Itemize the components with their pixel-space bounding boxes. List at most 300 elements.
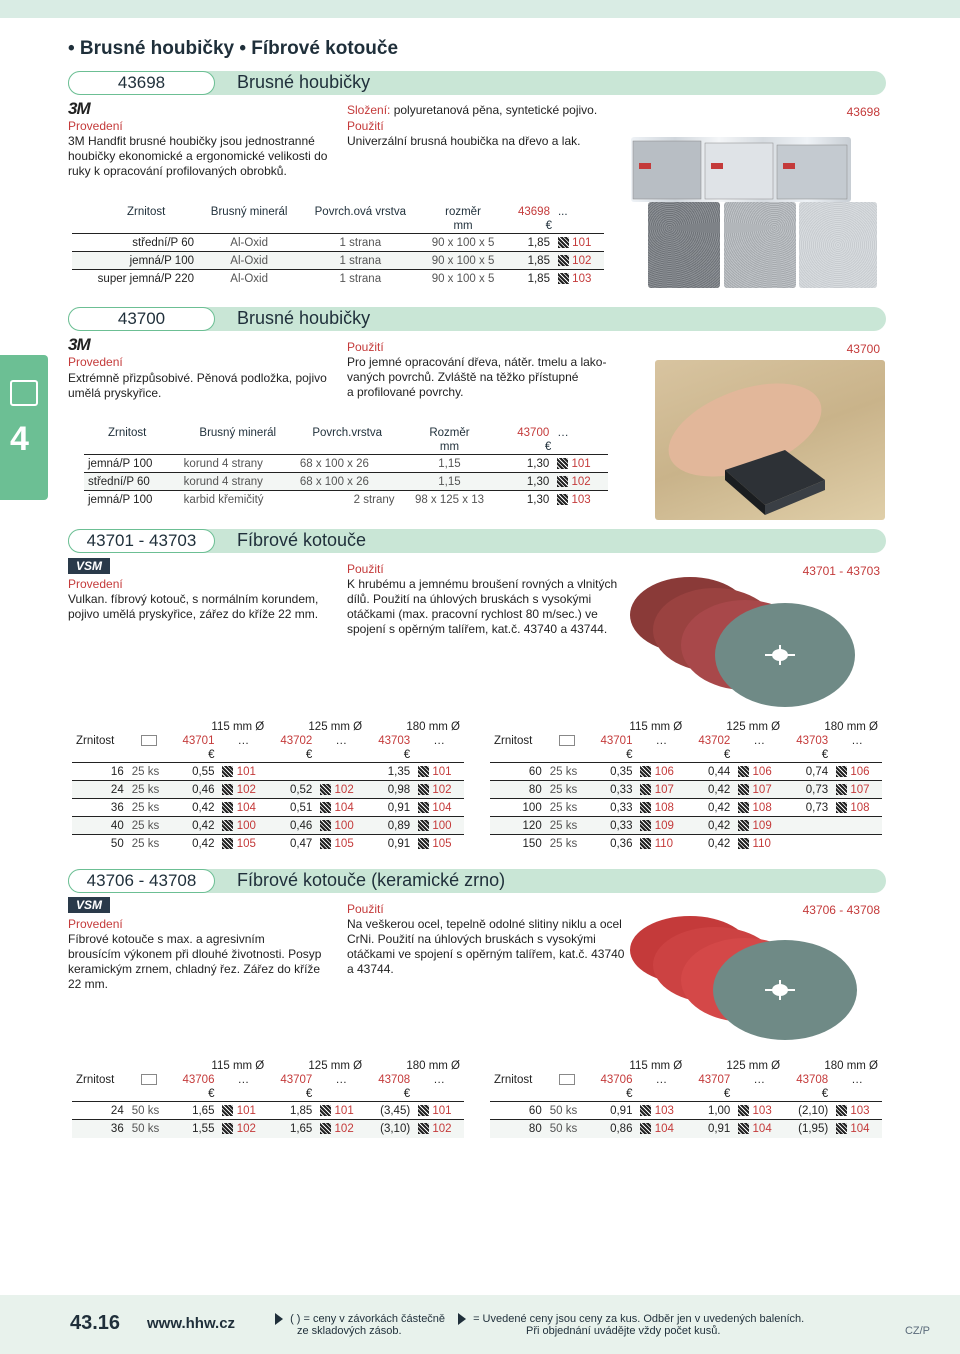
cell-value: 104 bbox=[334, 801, 354, 814]
cell: střední/P 60 bbox=[72, 234, 198, 252]
qr-code-icon bbox=[418, 784, 429, 795]
cell bbox=[546, 799, 589, 817]
cell-value: 0,33 bbox=[610, 819, 633, 832]
cell bbox=[490, 1102, 546, 1120]
col-dots: … bbox=[237, 1074, 250, 1086]
cell bbox=[72, 835, 128, 853]
cell bbox=[832, 781, 882, 799]
cell bbox=[268, 763, 316, 781]
qr-code-icon bbox=[640, 784, 651, 795]
section-title: Fíbrové kotouče (keramické zrno) bbox=[237, 870, 506, 890]
cell bbox=[546, 1102, 589, 1120]
cell-value: 100 bbox=[432, 819, 452, 832]
cell bbox=[686, 1120, 734, 1138]
col-price-unit: € bbox=[403, 1088, 411, 1100]
cell bbox=[366, 763, 414, 781]
cell-value: (2,10) bbox=[798, 1104, 829, 1117]
cell-value: 105 bbox=[334, 837, 354, 850]
col-zrnitost: Zrnitost bbox=[127, 206, 166, 218]
qr-code-icon bbox=[738, 838, 749, 849]
cell-value: 0,86 bbox=[610, 1122, 633, 1135]
cell: 1,15 bbox=[399, 473, 501, 491]
qr-code-icon bbox=[222, 784, 233, 795]
cell bbox=[734, 1120, 784, 1138]
pouziti-label: Použití bbox=[347, 902, 384, 916]
cell: karbid křemičitý bbox=[180, 491, 296, 509]
cell bbox=[128, 763, 171, 781]
cell bbox=[490, 1120, 546, 1138]
arrow-icon bbox=[458, 1313, 466, 1325]
cell-value: 0,98 bbox=[387, 783, 411, 796]
cell-value: 103 bbox=[752, 1104, 772, 1117]
footnote-2-line-1: = Uvedené ceny jsou ceny za kus. Odběr jen v uvedených baleních. bbox=[473, 1313, 805, 1325]
code-right: 43698 bbox=[846, 105, 880, 119]
col-code: 43702 bbox=[698, 735, 731, 747]
cell bbox=[784, 781, 832, 799]
cell-value: 0,74 bbox=[805, 765, 829, 778]
cell-value: 101 bbox=[432, 1104, 452, 1117]
cell bbox=[832, 1102, 882, 1120]
qr-code-icon bbox=[557, 458, 568, 469]
table-row bbox=[72, 252, 604, 270]
cell-value: 50 ks bbox=[131, 1122, 160, 1135]
col-price-unit: € bbox=[545, 220, 552, 232]
cell-value: 120 bbox=[522, 819, 542, 832]
cell-value: 1,35 bbox=[387, 765, 411, 778]
qr-code-icon bbox=[222, 802, 233, 813]
cell-value: 40 bbox=[110, 819, 124, 832]
table-row bbox=[490, 817, 882, 835]
col-rozmer-unit: mm bbox=[439, 441, 460, 453]
cell bbox=[784, 1120, 832, 1138]
cell-value: 0,33 bbox=[610, 801, 633, 814]
qr-code-icon bbox=[222, 838, 233, 849]
pouziti-text-2: CrNi. Použití na úhlových bruskách s vysokými bbox=[347, 932, 596, 946]
cell bbox=[784, 817, 832, 835]
cell bbox=[218, 781, 268, 799]
provedeni-label: Provedení bbox=[68, 577, 123, 591]
cell bbox=[414, 1102, 464, 1120]
col-dots: … bbox=[753, 735, 765, 747]
section-code: 43698 bbox=[68, 71, 215, 95]
qr-code-icon bbox=[222, 766, 233, 777]
cell: 90 x 100 x 5 bbox=[420, 234, 505, 252]
provedeni-label: Provedení bbox=[68, 355, 123, 369]
provedeni-text-3: ruky k opracování profilovaných obrobků. bbox=[68, 164, 287, 178]
cell-value: 107 bbox=[654, 783, 674, 796]
cell bbox=[170, 835, 218, 853]
pouziti-text-4: spojení s opěrným talířem, kat.č. 43740 a 43744. bbox=[347, 622, 608, 636]
qr-code-icon bbox=[320, 838, 331, 849]
cell: jemná/P 100 bbox=[72, 252, 198, 270]
cell-value: 0,33 bbox=[610, 783, 633, 796]
cell bbox=[128, 835, 171, 853]
col-code: 43707 bbox=[698, 1074, 731, 1086]
col-size-180: 180 mm Ø bbox=[406, 721, 460, 733]
cell bbox=[72, 1120, 128, 1138]
product-photo-fibre-discs-ceramic bbox=[620, 915, 880, 1045]
cell-value: 24 bbox=[110, 783, 124, 796]
cell-value: 0,42 bbox=[707, 801, 731, 814]
col-code: 43706 bbox=[182, 1074, 215, 1086]
cell-value: 102 bbox=[236, 783, 256, 796]
page-number: 43.16 bbox=[70, 1312, 121, 1334]
provedeni-text-1: Vulkan. fíbrový kotouč, s normálním korundem, bbox=[68, 592, 319, 606]
pouziti-text-2: vaných povrchů. Zvláště na těžko přístupné bbox=[347, 370, 579, 384]
table-row bbox=[490, 1102, 882, 1120]
cell-value: 0,55 bbox=[192, 765, 215, 778]
cell bbox=[588, 781, 636, 799]
cell bbox=[170, 1102, 218, 1120]
cell bbox=[784, 1102, 832, 1120]
qr-code-icon bbox=[738, 1123, 749, 1134]
cell bbox=[636, 817, 686, 835]
table-row bbox=[84, 455, 608, 473]
col-dots: … bbox=[335, 735, 347, 747]
qr-code-icon bbox=[320, 820, 331, 831]
section-code: 43701 - 43703 bbox=[68, 529, 215, 553]
cell: 1,30 bbox=[500, 491, 553, 509]
col-dots: … bbox=[655, 1074, 668, 1086]
website-link[interactable]: www.hhw.cz bbox=[147, 1315, 236, 1332]
cell bbox=[490, 817, 546, 835]
cell bbox=[218, 1120, 268, 1138]
cell: Al-Oxid bbox=[198, 270, 300, 288]
cell bbox=[734, 817, 784, 835]
col-price-unit: € bbox=[208, 1088, 215, 1100]
table-43706-left bbox=[72, 1059, 464, 1138]
qr-code-icon bbox=[836, 802, 847, 813]
col-mineral: Brusný minerál bbox=[210, 206, 288, 218]
col-code: 43702 bbox=[280, 735, 313, 747]
cell: 1,85 bbox=[506, 270, 554, 288]
cell: 90 x 100 x 5 bbox=[420, 270, 505, 288]
qr-code-icon bbox=[418, 802, 429, 813]
package-icon bbox=[559, 735, 575, 746]
qr-code-icon bbox=[418, 838, 429, 849]
cell: 103 bbox=[571, 493, 591, 506]
cell bbox=[784, 799, 832, 817]
sanding-icon bbox=[10, 380, 38, 406]
cell-value: (3,10) bbox=[380, 1122, 411, 1135]
cell-value: 103 bbox=[850, 1104, 870, 1117]
col-code: 43698 bbox=[517, 206, 550, 218]
cell bbox=[218, 1102, 268, 1120]
cell-value: 102 bbox=[236, 1122, 256, 1135]
provedeni-text-2: pojivo umělá pryskyřice, zářez do kříže 22 mm. bbox=[68, 607, 319, 621]
provedeni-text-2: houbičky ekonomické a ergonomické velikosti do bbox=[68, 149, 328, 163]
cell bbox=[414, 799, 464, 817]
brand-logo-3m: 3M bbox=[68, 335, 90, 354]
sponge-medium-photo bbox=[724, 202, 796, 288]
cell: 102 bbox=[571, 475, 591, 488]
qr-code-icon bbox=[558, 273, 569, 284]
pouziti-text-2: dílů. Použití na úhlových bruskách s vysokými bbox=[347, 592, 592, 606]
cell-value: 24 bbox=[110, 1104, 124, 1117]
table-row bbox=[84, 473, 608, 491]
col-zrnitost: Zrnitost bbox=[494, 1074, 533, 1086]
cell-value: 80 bbox=[528, 783, 542, 796]
cell bbox=[490, 799, 546, 817]
cell: 103 bbox=[572, 272, 592, 285]
col-code: 43700 bbox=[517, 427, 550, 439]
cell-value: (3,45) bbox=[380, 1104, 411, 1117]
qr-code-icon bbox=[222, 1105, 233, 1116]
cell-value: 102 bbox=[334, 783, 354, 796]
cell-value: 101 bbox=[432, 765, 452, 778]
cell bbox=[686, 835, 734, 853]
qr-code-icon bbox=[738, 784, 749, 795]
cell bbox=[490, 835, 546, 853]
qr-code-icon bbox=[222, 820, 233, 831]
table-43701-left bbox=[72, 720, 464, 853]
table-row bbox=[490, 1120, 882, 1138]
cell-value: 80 bbox=[528, 1122, 542, 1135]
col-price-unit: € bbox=[723, 1088, 731, 1100]
cell-value: 1,85 bbox=[289, 1104, 313, 1117]
cell: Al-Oxid bbox=[198, 252, 300, 270]
col-povrch: Povrch.vrstva bbox=[312, 427, 383, 439]
cell-value: 0,44 bbox=[707, 765, 731, 778]
qr-code-icon bbox=[738, 766, 749, 777]
col-price-unit: € bbox=[305, 1088, 313, 1100]
cell bbox=[636, 781, 686, 799]
cell bbox=[72, 1102, 128, 1120]
provedeni-label: Provedení bbox=[68, 119, 123, 133]
pouziti-text-3: otáčkami ve spojení s opěrným talířem, kat.č. 43740 bbox=[347, 947, 625, 961]
cell: 68 x 100 x 26 bbox=[296, 455, 399, 473]
col-povrch: Povrch.ová vrstva bbox=[314, 206, 407, 218]
cell-value: 102 bbox=[432, 1122, 452, 1135]
cell: jemná/P 100 bbox=[84, 455, 180, 473]
cell bbox=[128, 781, 171, 799]
table-row bbox=[72, 835, 464, 853]
cell bbox=[636, 1102, 686, 1120]
cell: 1 strana bbox=[300, 252, 420, 270]
cell-value: 104 bbox=[432, 801, 452, 814]
cell bbox=[414, 763, 464, 781]
cell-value: 101 bbox=[236, 1104, 256, 1117]
col-dots: … bbox=[655, 735, 668, 747]
cell-value: 0,42 bbox=[192, 801, 215, 814]
col-size-180: 180 mm Ø bbox=[824, 721, 878, 733]
pouziti-text-1: Pro jemné opracování dřeva, nátěr. tmelu a lako- bbox=[347, 355, 607, 369]
cell bbox=[366, 1120, 414, 1138]
col-code: 43701 bbox=[600, 735, 633, 747]
col-rozmer: Rozměr bbox=[429, 427, 470, 439]
cell-value: 25 ks bbox=[549, 837, 578, 850]
col-size-180: 180 mm Ø bbox=[406, 1060, 460, 1072]
table-row bbox=[72, 799, 464, 817]
cell-value: 150 bbox=[522, 837, 542, 850]
qr-code-icon bbox=[418, 1105, 429, 1116]
cell-value: 0,51 bbox=[289, 801, 313, 814]
cell-value: 0,73 bbox=[805, 783, 829, 796]
qr-code-icon bbox=[836, 1123, 847, 1134]
provedeni-text-1: 3M Handfit brusné houbičky jsou jednostranné bbox=[68, 134, 315, 148]
col-price-unit: € bbox=[305, 749, 313, 761]
cell bbox=[414, 835, 464, 853]
col-rozmer-unit: mm bbox=[453, 220, 473, 232]
cell-value: 104 bbox=[236, 801, 256, 814]
cell-value: 60 bbox=[528, 1104, 542, 1117]
pouziti-text: Univerzální brusná houbička na dřevo a lak. bbox=[347, 134, 581, 148]
cell-value: 0,42 bbox=[192, 819, 215, 832]
cell bbox=[588, 1102, 636, 1120]
cell-value: 25 ks bbox=[131, 819, 160, 832]
qr-code-icon bbox=[222, 1123, 233, 1134]
provedeni-text-1: Extrémně přizpůsobivé. Pěnová podložka, pojivo bbox=[68, 371, 327, 385]
qr-code-icon bbox=[738, 802, 749, 813]
cell-value: 100 bbox=[334, 819, 354, 832]
cell: 98 x 125 x 13 bbox=[399, 491, 501, 509]
col-price-unit: € bbox=[626, 1088, 633, 1100]
cell bbox=[414, 817, 464, 835]
qr-code-icon bbox=[320, 802, 331, 813]
cell bbox=[170, 817, 218, 835]
table-row bbox=[72, 270, 604, 288]
cell-value: 0,42 bbox=[192, 837, 215, 850]
cell bbox=[72, 799, 128, 817]
provedeni-text-2: brousícím výkonem při dlouhé životnosti. Posyp bbox=[68, 947, 322, 961]
cell bbox=[734, 763, 784, 781]
cell bbox=[636, 799, 686, 817]
cell: jemná/P 100 bbox=[84, 491, 180, 509]
cell bbox=[268, 1102, 316, 1120]
cell bbox=[170, 799, 218, 817]
cell-value: 0,36 bbox=[610, 837, 633, 850]
cell bbox=[686, 781, 734, 799]
cell: 1,30 bbox=[500, 473, 553, 491]
cell-value: 104 bbox=[654, 1122, 674, 1135]
cell bbox=[316, 763, 366, 781]
col-size-115: 115 mm Ø bbox=[629, 721, 683, 733]
table-43706-right bbox=[490, 1059, 882, 1138]
cell-value: 106 bbox=[654, 765, 674, 778]
qr-code-icon bbox=[418, 820, 429, 831]
cell-value: 60 bbox=[528, 765, 542, 778]
cell bbox=[170, 763, 218, 781]
cell bbox=[734, 799, 784, 817]
col-zrnitost: Zrnitost bbox=[108, 427, 147, 439]
cell-value: 36 bbox=[110, 801, 124, 814]
col-dots: … bbox=[753, 1074, 765, 1086]
cell: 102 bbox=[572, 254, 592, 267]
col-dots: … bbox=[557, 427, 569, 439]
cell bbox=[588, 763, 636, 781]
cell bbox=[218, 763, 268, 781]
qr-code-icon bbox=[836, 766, 847, 777]
code-right: 43700 bbox=[846, 342, 880, 356]
cell-value: 50 bbox=[110, 837, 124, 850]
cell bbox=[128, 1120, 171, 1138]
qr-code-icon bbox=[557, 494, 568, 505]
col-price-unit: € bbox=[821, 1088, 829, 1100]
cell-value: 0,91 bbox=[387, 837, 411, 850]
cell bbox=[546, 835, 589, 853]
cell bbox=[734, 835, 784, 853]
col-dots: ... bbox=[557, 206, 568, 218]
provedeni-text-4: 22 mm. bbox=[68, 977, 109, 991]
cell-value: 103 bbox=[654, 1104, 674, 1117]
slozeni-text: polyuretanová pěna, syntetické pojivo. bbox=[393, 103, 598, 117]
cell-value: 0,46 bbox=[289, 819, 313, 832]
cell-value: 25 ks bbox=[131, 801, 160, 814]
qr-code-icon bbox=[640, 766, 651, 777]
col-size-125: 125 mm Ø bbox=[308, 721, 363, 733]
col-size-180: 180 mm Ø bbox=[824, 1060, 878, 1072]
cell: 2 strany bbox=[296, 491, 399, 509]
cell-value: 109 bbox=[654, 819, 674, 832]
cell bbox=[72, 817, 128, 835]
cell bbox=[414, 1120, 464, 1138]
col-size-125: 125 mm Ø bbox=[726, 1060, 781, 1072]
cell bbox=[268, 835, 316, 853]
cell bbox=[72, 781, 128, 799]
provedeni-text-2: umělá pryskyřice. bbox=[68, 386, 162, 400]
qr-code-icon bbox=[738, 1105, 749, 1116]
col-dots: … bbox=[237, 735, 250, 747]
cell bbox=[588, 817, 636, 835]
col-dots: … bbox=[433, 735, 445, 747]
pouziti-label: Použití bbox=[347, 562, 384, 576]
cell: 1,85 bbox=[506, 234, 554, 252]
cell bbox=[366, 817, 414, 835]
cell-value: 0,47 bbox=[289, 837, 313, 850]
cell-value: 1,55 bbox=[192, 1122, 215, 1135]
cell bbox=[316, 799, 366, 817]
cell-value: 101 bbox=[236, 765, 256, 778]
cell: 1 strana bbox=[300, 270, 420, 288]
section-title: Brusné houbičky bbox=[237, 72, 371, 92]
product-photo-fibre-discs-red bbox=[620, 575, 880, 710]
cell-value: 50 ks bbox=[549, 1122, 578, 1135]
cell-value: 0,46 bbox=[192, 783, 215, 796]
col-size-115: 115 mm Ø bbox=[211, 1060, 265, 1072]
cell bbox=[366, 781, 414, 799]
pouziti-text-4: a 43744. bbox=[347, 962, 394, 976]
sponge-coarse-photo bbox=[648, 202, 720, 288]
cell-value: 102 bbox=[334, 1122, 354, 1135]
col-size-115: 115 mm Ø bbox=[211, 721, 265, 733]
col-code: 43707 bbox=[280, 1074, 313, 1086]
qr-code-icon bbox=[558, 237, 569, 248]
cell-value: 0,42 bbox=[707, 819, 731, 832]
cell-value: 110 bbox=[752, 837, 771, 850]
col-size-115: 115 mm Ø bbox=[629, 1060, 683, 1072]
cell: 101 bbox=[572, 236, 592, 249]
footnote-1-line-2: ze skladových zásob. bbox=[297, 1325, 402, 1337]
cell-value: 104 bbox=[752, 1122, 772, 1135]
cell bbox=[686, 799, 734, 817]
cell bbox=[636, 763, 686, 781]
table-row bbox=[72, 1102, 464, 1120]
product-photo-sponges bbox=[631, 137, 851, 202]
cell bbox=[832, 835, 882, 853]
cell bbox=[784, 763, 832, 781]
table-43700 bbox=[84, 426, 608, 509]
cell-value: 101 bbox=[334, 1104, 354, 1117]
top-band bbox=[0, 0, 960, 18]
col-code: 43703 bbox=[378, 735, 411, 747]
cell-value: 0,91 bbox=[610, 1104, 633, 1117]
col-zrnitost: Zrnitost bbox=[76, 735, 115, 747]
qr-code-icon bbox=[640, 1105, 651, 1116]
cell-value: 105 bbox=[236, 837, 256, 850]
cell-value: 102 bbox=[432, 783, 452, 796]
cell-value: 25 ks bbox=[549, 801, 578, 814]
cell bbox=[316, 817, 366, 835]
